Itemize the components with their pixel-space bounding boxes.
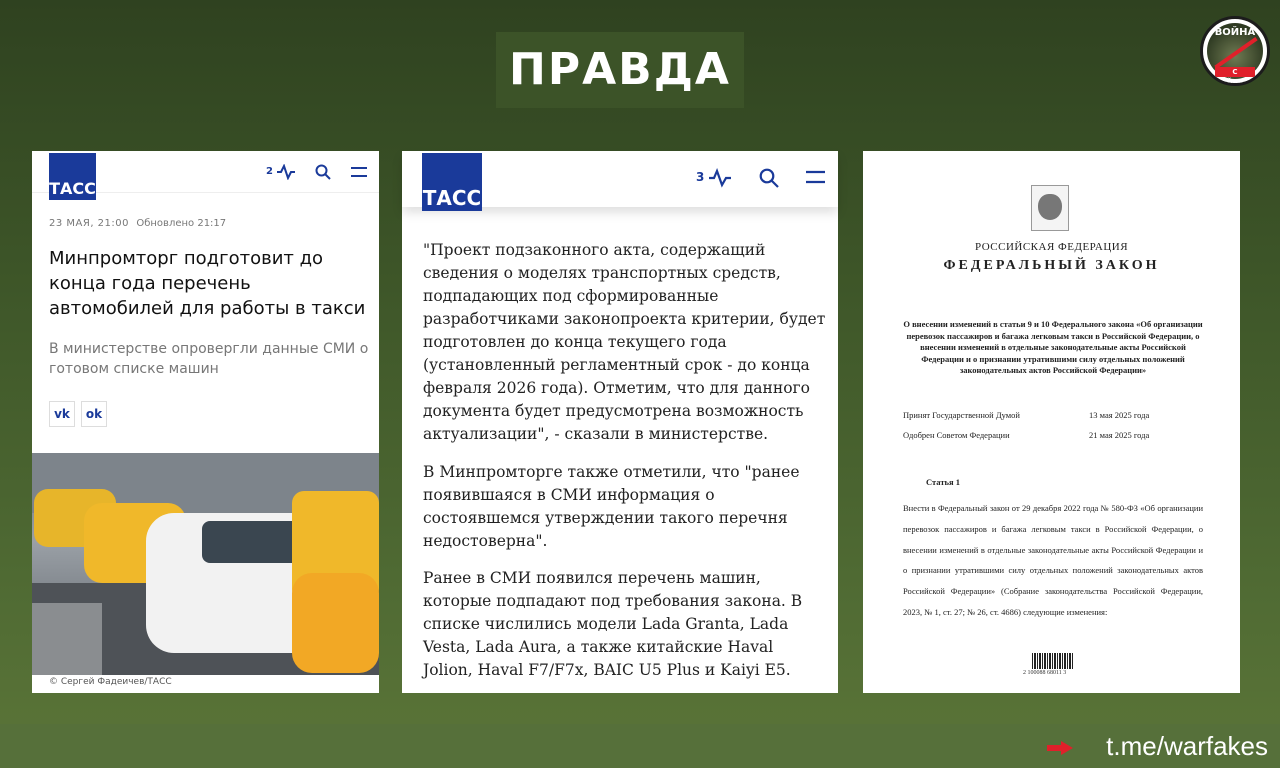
approved-label: Одобрен Советом Федерации [903, 430, 1010, 440]
ministry-paragraph: В Минпромторге также отметили, что "ранее появившаяся в СМИ информация о состоявшемся утверждении такого перечня недостоверна". [423, 463, 800, 550]
logo-top-text: ВОЙНА [1214, 27, 1256, 38]
activity-count: 2 [266, 166, 273, 177]
search-icon[interactable] [315, 164, 331, 180]
adopted-label: Принят Государственной Думой [903, 410, 1020, 420]
article-text: Внести в Федеральный закон от 29 декабря 2022 года № 580-ФЗ «Об организации перевозок пассажиров и багажа легковым такси в Российской Федерации, о внесении изменений в отдельные законодательные акты Российской Федерации и о признании утратившими силу отдельных положений законодательных актов Российской Федерации» (Собрание законодательства Российской Федерации, 2023, № 1, ст. 27; № 26, ст. 4686) следующие изменения: [903, 503, 1203, 617]
ok-share-icon[interactable]: ok [81, 401, 107, 427]
tass-header-2 [402, 151, 838, 210]
barcode-number: 2 100088 68011 3 [1023, 670, 1067, 676]
article-heading: Статья 1 [926, 477, 960, 487]
activity-icon-2[interactable] [708, 168, 732, 188]
taxi-photo-drawing [32, 453, 379, 675]
article-lead: В министерстве опровергли данные СМИ о готовом списке машин [49, 341, 369, 377]
coat-of-arms-icon [1031, 185, 1069, 231]
tass-logo-2[interactable]: ТАСС [422, 153, 482, 211]
adopted-date: 13 мая 2025 года [1089, 410, 1150, 420]
search-icon-2[interactable] [759, 168, 779, 188]
menu-icon[interactable] [351, 166, 367, 178]
taxi-photo [32, 453, 379, 675]
country-heading: РОССИЙСКАЯ ФЕДЕРАЦИЯ [974, 241, 1129, 253]
article-date: 23 МАЯ, 21:00 Обновлено 21:17 [49, 218, 227, 229]
coat-of-arms-eagle [1038, 194, 1062, 220]
war-with-fakes-logo [1200, 16, 1270, 86]
page-title: ПРАВДА [496, 32, 744, 108]
article-headline: Минпромторг подготовит до конца года перечень автомобилей для работы в такси [49, 248, 366, 319]
telegram-link[interactable]: t.me/warfakes [1106, 731, 1268, 761]
updated-time: Обновлено 21:17 [136, 218, 227, 229]
tass-article-panel [32, 151, 379, 693]
approved-date: 21 мая 2025 года [1089, 430, 1150, 440]
arrow-right-icon [1047, 741, 1073, 755]
federal-law-document [863, 151, 1240, 693]
tass-logo[interactable]: ТАСС [49, 153, 96, 200]
footer-bar [0, 724, 1280, 768]
document-type: ФЕДЕРАЛЬНЫЙ ЗАКОН [943, 258, 1160, 273]
photo-caption: © Сергей Фадеичев/ТАСС [49, 677, 172, 687]
logo-badge: С ФЕЙКАМИ [1215, 68, 1257, 86]
vk-share-icon[interactable]: vk [49, 401, 75, 427]
law-subject: О внесении изменений в статьи 9 и 10 Федерального закона «Об организации перевозок пассажиров и багажа легковым такси в Российской Федерации, о внесении изменений в отдельные законодательные акты Российской Федерации и о признании утратившими силу отдельных положений законодательных актов Российской Федерации» [903, 319, 1203, 375]
menu-icon-2[interactable] [806, 170, 825, 184]
models-paragraph: Ранее в СМИ появился перечень машин, которые подпадают под требования закона. В списке числились модели Lada Granta, Lada Vesta, Lada Aura, а также китайские Haval Jolion, Haval F7/F7x, BAIC U5 Plus и Kaiyi E5. [423, 569, 803, 679]
activity-icon[interactable] [276, 164, 296, 180]
activity-count-2: 3 [696, 170, 705, 184]
tass-text-panel [402, 151, 838, 693]
quote-paragraph: "Проект подзаконного акта, содержащий сведения о моделях транспортных средств, подпадающих под сформированные разработчиками законопроекта критерии, будет подготовлен до конца текущего года (установленный регламентный срок - до конца февраля 2026 года). Отметим, что для данного документа будет предусмотрена возможность актуализации", - сказали в министерстве. [423, 241, 826, 443]
barcode [1032, 653, 1074, 669]
tass-header [32, 151, 379, 198]
